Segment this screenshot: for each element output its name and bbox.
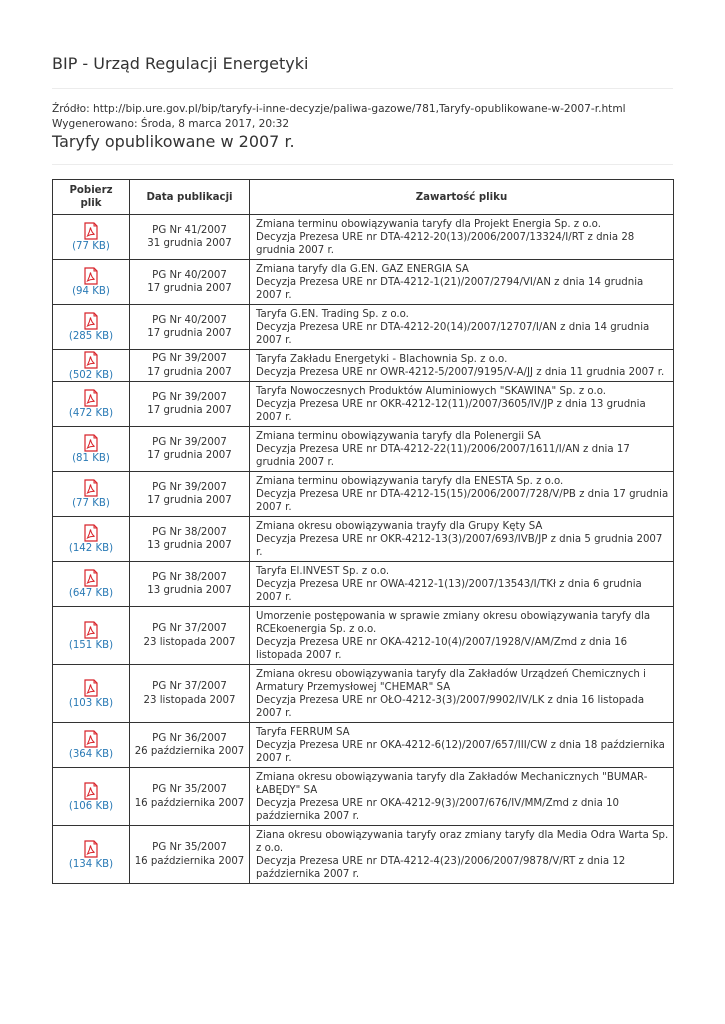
publication-number: PG Nr 39/2007 [152, 391, 227, 403]
tariff-title: Taryfa G.EN. Trading Sp. z o.o. [256, 309, 409, 320]
publication-date: 13 grudnia 2007 [147, 585, 232, 596]
decision-text: Decyzja Prezesa URE nr OKR-4212-12(11)/2007/3605/IV/JP z dnia 13 grudnia 2007 r. [256, 399, 646, 423]
table-row [53, 305, 674, 350]
publication-cell [130, 723, 250, 768]
publication-cell [130, 607, 250, 665]
publication-date: 17 grudnia 2007 [147, 328, 232, 339]
tariff-title: Taryfa El.INVEST Sp. z o.o. [256, 566, 390, 577]
pdf-file-icon[interactable] [82, 267, 100, 285]
pdf-file-icon[interactable] [82, 434, 100, 452]
table-row [53, 723, 674, 768]
tariff-title: Taryfa Zakładu Energetyki - Blachownia Sp. z o.o. [256, 354, 508, 365]
table-row [53, 826, 674, 884]
download-cell[interactable] [53, 562, 130, 607]
publication-cell [130, 350, 250, 382]
tariff-title: Zmiana okresu obowiązywania taryfy dla Zakładów Mechanicznych "BUMAR-ŁABĘDY" SA [256, 772, 648, 796]
download-cell[interactable] [53, 260, 130, 305]
decision-text: Decyzja Prezesa URE nr DTA-4212-20(14)/2007/12707/I/AN z dnia 14 grudnia 2007 r. [256, 322, 650, 346]
file-content-cell [250, 517, 674, 562]
publication-number: PG Nr 39/2007 [152, 481, 227, 493]
pdf-file-icon[interactable] [82, 621, 100, 639]
file-content-cell [250, 826, 674, 884]
publication-cell [130, 382, 250, 427]
table-header-row [53, 180, 674, 215]
publication-number: PG Nr 40/2007 [152, 314, 227, 326]
download-cell[interactable] [53, 350, 130, 382]
publication-cell [130, 472, 250, 517]
pdf-file-icon[interactable] [82, 569, 100, 587]
tariff-title: Zmiana okresu obowiązywania taryfy dla Zakładów Urządzeń Chemicznych i Armatury Przemysłowej "CHEMAR" SA [256, 669, 646, 693]
file-content-cell [250, 215, 674, 260]
publication-date: 31 grudnia 2007 [147, 238, 232, 249]
decision-text: Decyzja Prezesa URE nr DTA-4212-15(15)/2006/2007/728/V/PB z dnia 17 grudnia 2007 r. [256, 489, 669, 513]
publication-date: 26 października 2007 [134, 746, 245, 757]
file-size-link[interactable]: (285 KB) [68, 331, 114, 342]
table-row [53, 382, 674, 427]
file-content-cell [250, 260, 674, 305]
pdf-file-icon[interactable] [82, 389, 100, 407]
decision-text: Decyzja Prezesa URE nr OŁO-4212-3(3)/2007/9902/IV/LK z dnia 16 listopada 2007 r. [256, 695, 645, 719]
file-content-cell [250, 665, 674, 723]
publication-date: 17 grudnia 2007 [147, 450, 232, 461]
download-cell[interactable] [53, 517, 130, 562]
tariff-title: Zmiana terminu obowiązywania taryfy dla ENESTA Sp. z o.o. [256, 476, 564, 487]
publication-number: PG Nr 40/2007 [152, 269, 227, 281]
header-publication-date: Data publikacji [130, 180, 250, 215]
publication-cell [130, 562, 250, 607]
table-row [53, 517, 674, 562]
file-size-link[interactable]: (472 KB) [68, 408, 114, 419]
publication-number: PG Nr 41/2007 [152, 224, 227, 236]
publication-cell [130, 768, 250, 826]
file-size-link[interactable]: (142 KB) [68, 543, 114, 554]
site-title: BIP - Urząd Regulacji Energetyki [52, 54, 309, 73]
tariff-title: Zmiana taryfy dla G.EN. GAZ ENERGIA SA [256, 264, 469, 275]
download-cell[interactable] [53, 427, 130, 472]
tariff-title: Zmiana okresu obowiązywania trayfy dla Grupy Kęty SA [256, 521, 543, 532]
table-row [53, 260, 674, 305]
pdf-file-icon[interactable] [82, 524, 100, 542]
file-content-cell [250, 350, 674, 382]
file-size-link[interactable]: (94 KB) [72, 286, 110, 297]
publication-number: PG Nr 39/2007 [152, 436, 227, 448]
tariffs-table [52, 179, 674, 884]
pdf-file-icon[interactable] [82, 840, 100, 858]
publication-number: PG Nr 35/2007 [152, 784, 227, 796]
divider [52, 88, 673, 89]
publication-date: 23 listopada 2007 [143, 694, 236, 706]
publication-number: PG Nr 38/2007 [152, 526, 227, 538]
download-cell[interactable] [53, 472, 130, 517]
download-cell[interactable] [53, 768, 130, 826]
source-info [52, 102, 626, 132]
publication-cell [130, 215, 250, 260]
source-url: Źródło: http://bip.ure.gov.pl/bip/taryfy-i-inne-decyzje/paliwa-gazowe/781,Taryfy-opublikowane-w-2007-r.html [52, 103, 626, 115]
decision-text: Decyzja Prezesa URE nr OKA-4212-6(12)/2007/657/III/CW z dnia 18 października 2007 r. [256, 740, 665, 764]
publication-date: 13 grudnia 2007 [147, 540, 232, 551]
decision-text: Decyzja Prezesa URE nr DTA-4212-20(13)/2006/2007/13324/I/RT z dnia 28 grudnia 2007 r. [256, 232, 635, 256]
publication-date: 17 grudnia 2007 [147, 405, 232, 416]
header-file-content: Zawartość pliku [250, 180, 674, 215]
file-size-link[interactable]: (77 KB) [72, 498, 110, 509]
table-row [53, 607, 674, 665]
pdf-file-icon[interactable] [82, 679, 100, 697]
publication-number: PG Nr 38/2007 [152, 571, 227, 583]
decision-text: Decyzja Prezesa URE nr OKA-4212-9(3)/2007/676/IV/MM/Zmd z dnia 10 października 2007 r. [256, 798, 620, 822]
pdf-file-icon[interactable] [82, 479, 100, 497]
tariff-title: Taryfa FERRUM SA [256, 727, 350, 738]
file-size-link[interactable]: (364 KB) [68, 749, 114, 760]
publication-cell [130, 826, 250, 884]
header-download: Pobierz plik [53, 180, 130, 215]
pdf-file-icon[interactable] [82, 351, 100, 369]
publication-cell [130, 517, 250, 562]
publication-date: 17 grudnia 2007 [147, 366, 232, 378]
download-cell[interactable] [53, 305, 130, 350]
publication-date: 17 grudnia 2007 [147, 283, 232, 294]
tariff-title: Umorzenie postępowania w sprawie zmiany okresu obowiązywania taryfy dla RCEkoenergia Sp. z o.o. [256, 611, 651, 635]
decision-text: Decyzja Prezesa URE nr OKA-4212-10(4)/2007/1928/V/AM/Zmd z dnia 16 listopada 2007 r. [256, 637, 628, 661]
download-cell[interactable] [53, 826, 130, 884]
publication-number: PG Nr 37/2007 [152, 681, 227, 693]
publication-number: PG Nr 35/2007 [152, 842, 227, 854]
pdf-file-icon[interactable] [82, 312, 100, 330]
file-size-link[interactable]: (151 KB) [68, 639, 114, 651]
divider [52, 164, 673, 165]
generated-date: Wygenerowano: Środa, 8 marca 2017, 20:32 [52, 118, 290, 130]
table-row [53, 350, 674, 382]
download-cell[interactable] [53, 215, 130, 260]
file-content-cell [250, 472, 674, 517]
file-size-link[interactable]: (81 KB) [72, 453, 110, 464]
file-content-cell [250, 562, 674, 607]
file-size-link[interactable]: (106 KB) [68, 800, 114, 812]
file-size-link[interactable]: (77 KB) [72, 241, 110, 252]
tariff-title: Zmiana terminu obowiązywania taryfy dla Polenergii SA [256, 431, 541, 442]
file-size-link[interactable]: (103 KB) [68, 697, 114, 709]
file-size-link[interactable]: (647 KB) [68, 588, 114, 599]
file-content-cell [250, 305, 674, 350]
decision-text: Decyzja Prezesa URE nr DTA-4212-4(23)/2006/2007/9878/V/RT z dnia 12 października 2007 r. [256, 856, 626, 880]
download-cell[interactable] [53, 382, 130, 427]
pdf-file-icon[interactable] [82, 782, 100, 800]
publication-cell [130, 427, 250, 472]
page-heading: Taryfy opublikowane w 2007 r. [52, 132, 295, 151]
publication-number: PG Nr 37/2007 [152, 623, 227, 635]
table-row [53, 768, 674, 826]
table-row [53, 665, 674, 723]
file-content-cell [250, 607, 674, 665]
download-cell[interactable] [53, 607, 130, 665]
table-row [53, 427, 674, 472]
publication-number: PG Nr 39/2007 [152, 353, 227, 365]
tariff-title: Taryfa Nowoczesnych Produktów Aluminiowych "SKAWINA" Sp. z o.o. [256, 386, 606, 397]
pdf-file-icon[interactable] [82, 730, 100, 748]
tariff-title: Ziana okresu obowiązywania taryfy oraz zmiany taryfy dla Media Odra Warta Sp. z o.o. [256, 830, 669, 854]
publication-date: 23 listopada 2007 [143, 636, 236, 648]
decision-text: Decyzja Prezesa URE nr OWA-4212-1(13)/2007/13543/I/TKł z dnia 6 grudnia 2007 r. [256, 579, 642, 603]
publication-cell [130, 665, 250, 723]
publication-date: 17 grudnia 2007 [147, 495, 232, 506]
publication-date: 16 października 2007 [134, 797, 245, 809]
publication-number: PG Nr 36/2007 [152, 732, 227, 744]
publication-date: 16 października 2007 [134, 855, 245, 867]
decision-text: Decyzja Prezesa URE nr DTA-4212-22(11)/2006/2007/1611/I/AN z dnia 17 grudnia 2007 r. [256, 444, 630, 468]
publication-cell [130, 305, 250, 350]
pdf-file-icon[interactable] [82, 222, 100, 240]
table-row [53, 472, 674, 517]
file-size-link[interactable]: (502 KB) [68, 369, 114, 381]
download-cell[interactable] [53, 723, 130, 768]
download-cell[interactable] [53, 665, 130, 723]
decision-text: Decyzja Prezesa URE nr OWR-4212-5/2007/9195/V-A/JJ z dnia 11 grudnia 2007 r. [256, 367, 665, 378]
tariff-title: Zmiana terminu obowiązywania taryfy dla Projekt Energia Sp. z o.o. [256, 219, 601, 230]
file-content-cell [250, 768, 674, 826]
decision-text: Decyzja Prezesa URE nr DTA-4212-1(21)/2007/2794/VI/AN z dnia 14 grudnia 2007 r. [256, 277, 644, 301]
file-size-link[interactable]: (134 KB) [68, 858, 114, 870]
file-content-cell [250, 382, 674, 427]
publication-cell [130, 260, 250, 305]
file-content-cell [250, 427, 674, 472]
table-row [53, 562, 674, 607]
file-content-cell [250, 723, 674, 768]
decision-text: Decyzja Prezesa URE nr OKR-4212-13(3)/2007/693/IVB/JP z dnia 5 grudnia 2007 r. [256, 534, 663, 558]
table-row [53, 215, 674, 260]
